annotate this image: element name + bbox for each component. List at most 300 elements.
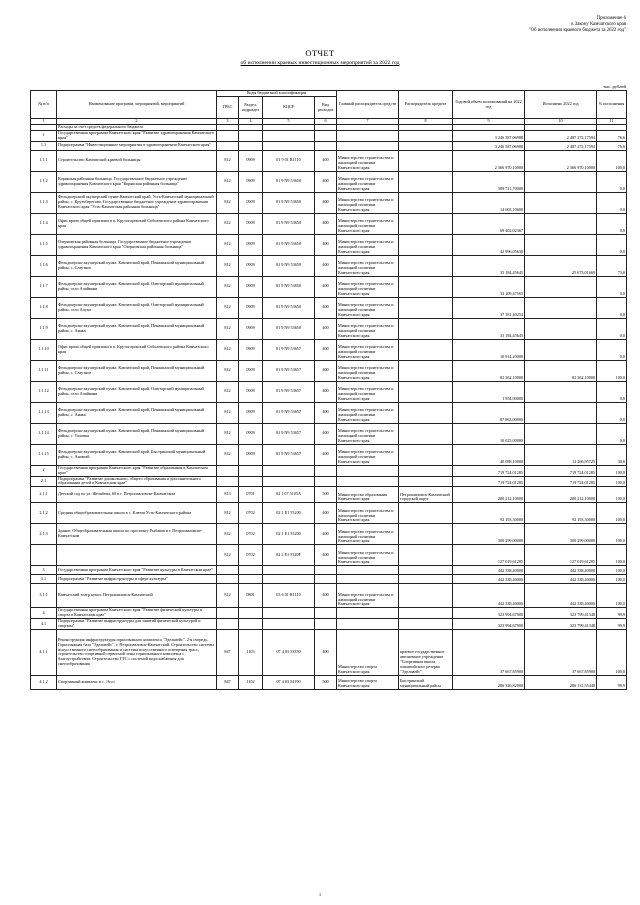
row-recipient: [399, 575, 453, 584]
row-name: Реконструкция инфраструктуры горнолыжного комплекса "Эдельвейс". 2-я очередь. Горнолыжная база "Эдельвейс", г. Петропавловск-Камчатский. Строительство системы искусственного снегообразования и системы искусственного освещения трасс, строительство спортивной сервисной зоны горнолыжного комплекса с благоустройством. Строительство ГТС с системой водоснабжения для снегообразования: [57, 629, 217, 675]
row-budget: 69 402,02367: [453, 213, 525, 234]
row-name: Подпрограмма "Развитие дошкольного, общего образования и дополнительного образования детей в Камчатском крае": [57, 476, 217, 487]
row-executed: 719 724,01285: [525, 465, 597, 476]
row-manager: [337, 141, 399, 150]
row-expense-type: 400: [315, 584, 337, 608]
row-percent: 73,0: [597, 255, 627, 276]
row-expense-type: 400: [315, 629, 337, 675]
row-manager: [337, 619, 399, 630]
row-name: Камчатский театр кукол. Петропавловск-Камчатский: [57, 584, 217, 608]
row-executed: [525, 192, 597, 213]
row-expense-type: 400: [315, 545, 337, 566]
row-section: 1103: [239, 629, 263, 675]
row-recipient: [399, 318, 453, 339]
row-section: [239, 619, 263, 630]
row-expense-type: [315, 608, 337, 619]
table-row: [31, 444, 627, 465]
row-name: Государственная программа Камчатского края "Развитие физической культуры и спорта в Камчатском крае": [57, 608, 217, 619]
row-budget: 127 019,61285: [453, 545, 525, 566]
row-recipient: [399, 402, 453, 423]
table-row: [31, 130, 627, 141]
row-grbs: 812: [217, 276, 239, 297]
row-expense-type: 500: [315, 675, 337, 689]
row-grbs: 812: [217, 423, 239, 444]
row-name: Фельдшерско-акушерский пункт. Камчатский край, Пенжинский муниципальный район, с. Таловка: [57, 423, 217, 444]
row-section: 1102: [239, 675, 263, 689]
row-section: 0801: [239, 584, 263, 608]
row-percent: 99,9: [597, 675, 627, 689]
row-grbs: 812: [217, 318, 239, 339]
row-target-code: 01 9 N9 53657: [263, 423, 315, 444]
row-number: 1.1.9: [31, 318, 57, 339]
row-executed: [525, 423, 597, 444]
row-number: 1.1.15: [31, 444, 57, 465]
row-budget: 10 914,20000: [453, 339, 525, 360]
row-budget: 10 025,00000: [453, 423, 525, 444]
row-executed: 323 799,41348: [525, 619, 597, 630]
row-name: Здание. Общеобразовательная школа по проспекту Рыбаков в г. Петропавловске-Камчатском: [57, 524, 217, 545]
row-section: 0702: [239, 545, 263, 566]
row-executed: 286 131,55448: [525, 675, 597, 689]
row-section: 0909: [239, 381, 263, 402]
row-number: 1.1.14: [31, 423, 57, 444]
row-percent: 100,0: [597, 465, 627, 476]
row-budget: 87 863,00000: [453, 402, 525, 423]
table-row: [31, 276, 627, 297]
row-recipient: [399, 476, 453, 487]
row-target-code: 01 9 N9 53657: [263, 402, 315, 423]
row-recipient: [399, 566, 453, 575]
row-budget: 300 299,00000: [453, 524, 525, 545]
row-number: 4.1.2: [31, 675, 57, 689]
row-expense-type: [315, 465, 337, 476]
row-section: 0702: [239, 503, 263, 524]
row-grbs: 812: [217, 584, 239, 608]
row-grbs: 812: [217, 339, 239, 360]
col-number: 6: [315, 119, 337, 125]
row-manager: [337, 575, 399, 584]
row-budget: 3 246 587,06988: [453, 130, 525, 141]
table-row: [31, 487, 627, 503]
header-grbs: ГРБС: [217, 97, 239, 119]
row-expense-type: 500: [315, 487, 337, 503]
row-number: 2.1.3: [31, 524, 57, 545]
row-number: 1.1.10: [31, 339, 57, 360]
table-row: [31, 192, 627, 213]
row-grbs: 812: [217, 234, 239, 255]
row-grbs: [217, 476, 239, 487]
row-percent: 0,0: [597, 381, 627, 402]
row-executed: 2 366 970,10000: [525, 150, 597, 171]
row-percent: 99,9: [597, 608, 627, 619]
row-section: [239, 575, 263, 584]
row-name: Корякская районная больница. Государственное бюджетное учреждение здравоохранения Камчатского края "Корякская районная больница": [57, 171, 217, 192]
row-name: Средняя общеобразовательная школа в с. Ключи Усть-Камчатского района: [57, 503, 217, 524]
table-row: [31, 360, 627, 381]
row-section: 0909: [239, 297, 263, 318]
row-grbs: 812: [217, 171, 239, 192]
row-recipient: краевое государственное автономное учреждение "Спортивная школа олимпийского резерва "Эдельвейс": [399, 629, 453, 675]
row-budget: 82 362,10000: [453, 360, 525, 381]
row-number: 1.1.8: [31, 297, 57, 318]
row-executed: 37 667,85900: [525, 629, 597, 675]
row-executed: 12 266,95725: [525, 444, 597, 465]
row-manager: Министерство строительства и жилищной политики Камчатского края: [337, 444, 399, 465]
row-number: 4.1.1: [31, 629, 57, 675]
table-row: [31, 339, 627, 360]
row-budget: 200 212,10000: [453, 487, 525, 503]
row-recipient: [399, 130, 453, 141]
row-recipient: [399, 255, 453, 276]
row-name: Подпрограмма "Развитие инфраструктуры для занятий физической культурой и спортом": [57, 619, 217, 630]
table-row: [31, 150, 627, 171]
row-name: Фельдшерско-акушерский пункт. Камчатский край, Пенжинский муниципальный район, с. Слаутное: [57, 255, 217, 276]
row-budget: 719 724,01285: [453, 476, 525, 487]
row-grbs: 847: [217, 675, 239, 689]
row-recipient: [399, 545, 453, 566]
row-expense-type: [315, 619, 337, 630]
table-row: [31, 465, 627, 476]
row-recipient: [399, 150, 453, 171]
row-budget: 3 246 587,06988: [453, 141, 525, 150]
row-grbs: 812: [217, 524, 239, 545]
table-row: [31, 234, 627, 255]
appendix-line-2: к Закону Камчатского края: [571, 22, 626, 28]
row-percent: 0,0: [597, 276, 627, 297]
row-manager: Министерство строительства и жилищной политики Камчатского края: [337, 423, 399, 444]
row-executed: 719 724,01285: [525, 476, 597, 487]
row-percent: 0,0: [597, 402, 627, 423]
row-grbs: [217, 465, 239, 476]
row-executed: 442 538,40000: [525, 575, 597, 584]
row-section: 0909: [239, 150, 263, 171]
table-row: [31, 675, 627, 689]
row-executed: 300 299,00000: [525, 524, 597, 545]
row-recipient: [399, 297, 453, 318]
row-manager: Министерство строительства и жилищной политики Камчатского края: [337, 524, 399, 545]
header-percent: % исполнения: [597, 91, 627, 119]
row-executed: 442 538,40000: [525, 584, 597, 608]
row-section: 0909: [239, 444, 263, 465]
row-executed: 127 019,61285: [525, 545, 597, 566]
row-budget: 32 109,47565: [453, 276, 525, 297]
row-number: 2.1.2: [31, 503, 57, 524]
row-expense-type: 400: [315, 192, 337, 213]
row-percent: 76,6: [597, 130, 627, 141]
row-target-code: 01 9 N9 53657: [263, 381, 315, 402]
row-manager: Министерство строительства и жилищной политики Камчатского края: [337, 234, 399, 255]
table-row: [31, 318, 627, 339]
row-expense-type: 400: [315, 171, 337, 192]
row-section: 0909: [239, 360, 263, 381]
row-manager: Министерство строительства и жилищной политики Камчатского края: [337, 402, 399, 423]
row-percent: 100,0: [597, 524, 627, 545]
row-executed: 2 487 272,17594: [525, 130, 597, 141]
row-target-code: 02 1 07 5105A: [263, 487, 315, 503]
row-percent: 100,0: [597, 476, 627, 487]
row-number: 2.1.1: [31, 487, 57, 503]
row-section: [239, 141, 263, 150]
row-manager: Министерство строительства и жилищной политики Камчатского края: [337, 360, 399, 381]
row-grbs: 812: [217, 402, 239, 423]
row-executed: 2 487 272,17594: [525, 141, 597, 150]
row-number: 4: [31, 608, 57, 619]
row-name: Фельдшерско-акушерский пункт. Камчатский край, Олюторский муниципальный район, село Апука: [57, 297, 217, 318]
row-grbs: 812: [217, 192, 239, 213]
table-row: [31, 575, 627, 584]
row-target-code: 01 9 N9 53650: [263, 297, 315, 318]
appendix-note: [396, 16, 626, 35]
row-name: Фельдшерско-акушерский пункт. Камчатский край, Пенжинский муниципальный район, с. Слаутное: [57, 360, 217, 381]
row-grbs: 812: [217, 150, 239, 171]
row-executed: [525, 171, 597, 192]
row-number: 2: [31, 465, 57, 476]
col-number: 4: [239, 119, 263, 125]
row-percent: 0,0: [597, 171, 627, 192]
document-subtitle: об исполнении краевых инвестиционных мероприятий за 2022 год: [240, 60, 400, 66]
header-ksr: КЦСР: [263, 97, 315, 119]
row-budget: 442 538,40000: [453, 566, 525, 575]
row-expense-type: 400: [315, 503, 337, 524]
row-number: 3.1: [31, 575, 57, 584]
row-recipient: [399, 503, 453, 524]
row-budget: 35 184,45645: [453, 255, 525, 276]
row-number: 4.1: [31, 619, 57, 630]
report-table: [30, 90, 627, 690]
row-manager: Министерство строительства и жилищной политики Камчатского края: [337, 339, 399, 360]
row-manager: [337, 476, 399, 487]
row-number: 1.1.12: [31, 381, 57, 402]
row-section: [239, 130, 263, 141]
header-name: Наименование программ, мероприятий, мероприятий: [57, 91, 217, 119]
row-name: Детский сад по ул. Желябова, 60 в г. Петропавловске-Камчатском: [57, 487, 217, 503]
table-row: [31, 423, 627, 444]
row-grbs: [217, 130, 239, 141]
row-recipient: [399, 276, 453, 297]
row-manager: Министерство спорта Камчатского края: [337, 629, 399, 675]
table-row: [31, 255, 627, 276]
col-number: 5: [263, 119, 315, 125]
row-target-code: 01 9 N9 53650: [263, 171, 315, 192]
row-number: 3: [31, 566, 57, 575]
row-grbs: [217, 608, 239, 619]
row-section: 0909: [239, 255, 263, 276]
table-row: [31, 629, 627, 675]
row-executed: 323 799,41348: [525, 608, 597, 619]
row-manager: Министерство образования Камчатского края: [337, 487, 399, 503]
row-name: Фельдшерско-акушерский пункт. Камчатский край, Олюторский муниципальный район, село Ачайваям: [57, 276, 217, 297]
row-name: Спортивный комплекс в с. Эссо: [57, 675, 217, 689]
appendix-line-1: Приложение 6: [596, 16, 626, 21]
row-number: 1.1: [31, 141, 57, 150]
row-grbs: 812: [217, 381, 239, 402]
row-number: 3.1.1: [31, 584, 57, 608]
row-name: Офис врача общей практики в п. Крутогоровский Соболевского района Камчатского края: [57, 213, 217, 234]
row-expense-type: 400: [315, 150, 337, 171]
row-executed: [525, 276, 597, 297]
row-budget: 1 954,90000: [453, 381, 525, 402]
row-manager: [337, 608, 399, 619]
row-recipient: [399, 608, 453, 619]
row-percent: 100,0: [597, 360, 627, 381]
table-row: [31, 566, 627, 575]
row-percent: 0,0: [597, 213, 627, 234]
table-row: [31, 141, 627, 150]
table-row: [31, 584, 627, 608]
row-number: 1.1.6: [31, 255, 57, 276]
row-manager: Министерство строительства и жилищной политики Камчатского края: [337, 584, 399, 608]
row-percent: 99,9: [597, 619, 627, 630]
table-row: [31, 171, 627, 192]
row-number: 1.1.7: [31, 276, 57, 297]
row-target-code: 01 9 N9 53650: [263, 192, 315, 213]
row-expense-type: 400: [315, 402, 337, 423]
row-manager: Министерство строительства и жилищной политики Камчатского края: [337, 192, 399, 213]
header-num: № п/п: [31, 91, 57, 119]
row-name: Озерновская районная больница. Государственное бюджетное учреждение здравоохранения Камчатского края "Озерновская районная больница": [57, 234, 217, 255]
row-grbs: [217, 575, 239, 584]
row-recipient: [399, 234, 453, 255]
row-percent: 100,0: [597, 503, 627, 524]
row-expense-type: 400: [315, 524, 337, 545]
row-expense-type: 400: [315, 423, 337, 444]
row-name: Фельдшерско-акушерский пункт. Камчатский край, Пенжинский муниципальный район, с. Аянка: [57, 402, 217, 423]
row-percent: 0,0: [597, 192, 627, 213]
row-percent: 0,0: [597, 423, 627, 444]
row-grbs: 812: [217, 503, 239, 524]
row-name: Государственная программа Камчатского края "Развитие образования в Камчатском крае": [57, 465, 217, 476]
row-manager: Министерство строительства и жилищной политики Камчатского края: [337, 171, 399, 192]
row-percent: 100,0: [597, 487, 627, 503]
row-recipient: [399, 381, 453, 402]
row-percent: 76,6: [597, 141, 627, 150]
row-target-code: 01 9 N9 53650: [263, 234, 315, 255]
row-number: 1.1.11: [31, 360, 57, 381]
row-expense-type: 400: [315, 360, 337, 381]
row-target-code: [263, 130, 315, 141]
header-razdel: Раздел, подраздел: [239, 97, 263, 119]
row-budget: 92 193,30000: [453, 503, 525, 524]
row-target-code: [263, 465, 315, 476]
row-percent: 100,0: [597, 566, 627, 575]
row-section: 0909: [239, 234, 263, 255]
row-recipient: [399, 171, 453, 192]
table-row: [31, 503, 627, 524]
table-row: [31, 619, 627, 630]
row-number: 2.1: [31, 476, 57, 487]
row-section: 0909: [239, 318, 263, 339]
row-percent: 0,0: [597, 318, 627, 339]
row-section: 0909: [239, 402, 263, 423]
row-section: 0909: [239, 213, 263, 234]
row-expense-type: 400: [315, 255, 337, 276]
row-number: 1.1.13: [31, 402, 57, 423]
row-manager: [337, 566, 399, 575]
row-budget: 323 994,67900: [453, 608, 525, 619]
table-row: [31, 402, 627, 423]
row-recipient: [399, 584, 453, 608]
row-budget: 323 994,67900: [453, 619, 525, 630]
row-percent: 100,0: [597, 545, 627, 566]
row-budget: 40 088,10000: [453, 444, 525, 465]
row-expense-type: 400: [315, 381, 337, 402]
row-expense-type: 400: [315, 276, 337, 297]
row-recipient: [399, 141, 453, 150]
row-budget: 42 996,05630: [453, 234, 525, 255]
row-target-code: [263, 141, 315, 150]
row-percent: 100,0: [597, 150, 627, 171]
row-number: 1.1.2: [31, 171, 57, 192]
row-recipient: [399, 444, 453, 465]
row-target-code: 01 9 N9 53650: [263, 255, 315, 276]
row-name: Подпрограмма "Инвестиционные мероприятия в здравоохранении Камчатского края": [57, 141, 217, 150]
row-name: Фельдшерский акушерский пункт Камчатский край, Усть-Камчатский муниципальный район, с. Крутоберегово. Государственное бюджетное учреждение здравоохранения Камчатского края "Усть-Камчатская районная больница": [57, 192, 217, 213]
row-grbs: 813: [217, 487, 239, 503]
row-recipient: [399, 339, 453, 360]
row-manager: Министерство спорта Камчатского края: [337, 675, 399, 689]
row-section: [239, 465, 263, 476]
row-expense-type: 400: [315, 297, 337, 318]
row-budget: 442 538,40000: [453, 584, 525, 608]
col-number: 7: [337, 119, 399, 125]
row-recipient: Быстринский муниципальный район: [399, 675, 453, 689]
table-row: [31, 476, 627, 487]
row-budget: 14 603,10600: [453, 192, 525, 213]
row-recipient: Петропавловск-Камчатский городской округ: [399, 487, 453, 503]
row-grbs: 847: [217, 629, 239, 675]
row-target-code: [263, 476, 315, 487]
row-target-code: 01 9 N9 53650: [263, 213, 315, 234]
col-number: 11: [597, 119, 627, 125]
row-target-code: [263, 619, 315, 630]
row-executed: 200 212,10000: [525, 487, 597, 503]
row-budget: 37 181,40254: [453, 297, 525, 318]
row-target-code: [263, 566, 315, 575]
row-target-code: [263, 575, 315, 584]
row-section: 0909: [239, 171, 263, 192]
row-recipient: [399, 524, 453, 545]
row-budget: 442 538,40000: [453, 575, 525, 584]
row-recipient: [399, 213, 453, 234]
row-grbs: [217, 566, 239, 575]
row-recipient: [399, 423, 453, 444]
row-expense-type: [315, 575, 337, 584]
row-name: Государственная программа Камчатского края "Развитие культуры в Камчатском крае": [57, 566, 217, 575]
row-manager: Министерство строительства и жилищной политики Камчатского края: [337, 276, 399, 297]
row-expense-type: 400: [315, 213, 337, 234]
row-target-code: 01 9 N9 53657: [263, 360, 315, 381]
row-target-code: 02 2 E1 5520F: [263, 545, 315, 566]
row-percent: 100,0: [597, 575, 627, 584]
col-number: 8: [399, 119, 453, 125]
row-grbs: 812: [217, 255, 239, 276]
table-row: [31, 381, 627, 402]
row-section: 0909: [239, 192, 263, 213]
row-name: [57, 545, 217, 566]
row-budget: 286 326,82000: [453, 675, 525, 689]
row-expense-type: 400: [315, 234, 337, 255]
row-budget: 37 667,85900: [453, 629, 525, 675]
report-body: [31, 125, 627, 690]
row-name: Государственная программа Камчатского края "Развитие здравоохранения Камчатского края": [57, 130, 217, 141]
row-target-code: 02 1 E1 55200: [263, 524, 315, 545]
row-manager: Министерство строительства и жилищной политики Камчатского края: [337, 381, 399, 402]
row-number: 1.1.1: [31, 150, 57, 171]
row-percent: 0,0: [597, 297, 627, 318]
row-section: 0701: [239, 487, 263, 503]
row-grbs: [217, 619, 239, 630]
row-manager: Министерство строительства и жилищной политики Камчатского края: [337, 503, 399, 524]
